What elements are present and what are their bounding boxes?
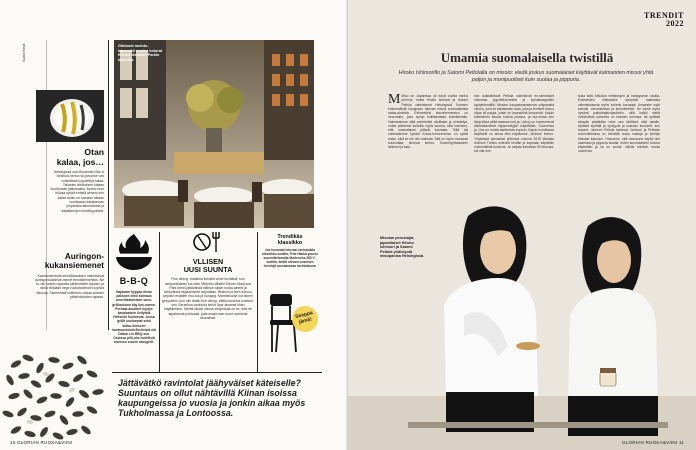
trendit-badge: [644, 12, 684, 28]
trendit-label: TRENDIT: [644, 11, 684, 20]
sidebar-fish: [8, 148, 104, 213]
grill-flame-icon: [112, 232, 156, 272]
body-column-3: kuka kaiki Misolan nettisivujen ja Instagramin kautta. Esimerkiksi riisikastike syntyivät makeasta valmistuksesta myös sokerin korvaaja. Amazake sopii kahviin, verosiketaan ja smoothieihin. Se toimii myös hyvänä paikottajakorjauksiiin, sillä kaikki sieltä mahdollisia kaloreita on kasvien omimaa, itä syöttää siirapiin pistäkään heisi osa kielttävä mitä asialle, kyllästä syöttää ja syntyyvä ja uskutan kuulumit, sen tarpeet. Ishimori Peltola kertovat. Ishimori ja Peltolan suunnitelmissa on kehittää uusia makuja ja kehitys Misolan kasvuun. Holumme, että misoonne käyttö niin saamaan ja pippuria tavalla. Kuten suomalaisten kotona käytetään ja se on suolia. Jalolla minäkin monia vuorevaa.: [578, 94, 660, 154]
fish-plate-photo: [36, 90, 104, 142]
vllisen-block: [162, 258, 254, 320]
restaurant-scene: [114, 40, 314, 228]
trendit-year: 2022: [666, 19, 684, 28]
sidebar-seeds-title-1: Auringon-: [64, 252, 104, 261]
body-column-1-text: Miso on Japanissa yli tuhat vuotta vanha perinne, mutta Hiroko Ishimori ja Satomi Peltola valmistavat Helsingissä Suomen ensimmäistä kauppaan tulevaa misoa suomalaisista raaka-aineista. Esimerkiksi kaurahernemiso on innovaatio, joka syntyi koillisestasta kokeilemalla. Valmistamme siitä perinteistä misiliasta ja ohraisiiya, mutta pidämme kokeilla myös kauraa, sillä haemme, että suomalaiset pitävät kaurasta. Siitä tuli mielestämme hyvää! Koura-herneenmiso on syötä maku, eikä se ole niin makeaa. Sitä on myös mukavaa suutvuttaa, Ishimori kertoo. Suomihyyttaisaisen lahimori ja kasi-: [388, 94, 468, 149]
article-title: Umamia suomalaisella twistillä: [440, 50, 614, 65]
column-rule: [159, 232, 160, 372]
article-lede: Hiroko Ishimorillo ja Satomi Peltolalla on missio: viedä joskus suomalaiset käyttävät kalmaisten missoi yhtä paljon ja monipuoliset kuin suolaa ja pippuria.: [398, 70, 654, 83]
bbq-heading: B-B-Q: [119, 276, 149, 286]
cutlery-icon: [192, 230, 222, 254]
stamp-badge: Seeppa jämä!: [289, 303, 321, 335]
trendikas-block: [262, 234, 318, 268]
column-rule: [257, 232, 258, 372]
sidebar-fish-body: Helsingissä uusi Boulevard Bar & Seafood kertoo toi-jiovonse van voikuilliseel pyydettyä kalaa. Tallanies ilmittuksen kalaan kuulamaan jatkossakin, koska muni hulusa syödä entistä ahnem-min kalaa muttu on samaan aikaan huolissaan kalakannan ympäristövaikutuksista ja kalakantojen kestävyydestä.: [50, 170, 104, 213]
sidebar-fish-title-1: Otan: [84, 147, 104, 157]
right-folio: GLORIAN RUOKA&VIINI 11: [621, 440, 684, 445]
sunflower-seeds-photo: [0, 330, 110, 450]
founders-scene: [348, 196, 696, 450]
seeds-icon: [0, 330, 110, 450]
body-column-1: [388, 94, 468, 149]
drop-cap: M: [388, 92, 401, 107]
trendikas-title-2: klassikko: [277, 240, 303, 246]
sidebar-fish-title-2: kalaa, jos…: [56, 157, 104, 167]
vllisen-body: Fine dining -maailma kohahti viime keväänä, kun newyorkilainen kol-men Michelin-tähden Eleven Madi-son Park kertoi jättävänsä eläinpe-räiset ruoka-aineet ja siirtyvänsä vegaaniseen tarjontaan. Brahvin jo teen koruuu tarjotan eväiden mui-toa ja hurajaoj. Mannekuuse kol-tsinen jyrsyuttem, kun niin äidän fine dining -elittiin kuuluva lonetuki-nen Geranium-ravintola kertoi lope-tavansa ilhan käyttämisen. Merkit-tävää nöissä siirtymissä on se, että ne tapahtuvat puhtaasti, jotta maail-man muut ravintolat seuraavat.: [162, 277, 254, 320]
sidebar-seeds-body: Kasvisravintolat trendilistauksen mainitsevat auringonkukansie-menet trendisiemeneks. Ne tu-vat ruokiin rapeutta pähkinöiden tapaan, ja niistä tehdään vege-ruokaravintoiin sopivia tahnoja. Siemenistä kuitenkin ruokaa-ainostu pähkinävoiden tapaan.: [35, 273, 104, 300]
restaurant-photo-caption: Gibbonit ravinto-lakonnitti uusien koturat Eleven Madison Parkin kikkoilla.: [118, 44, 163, 62]
trendikas-title-1: Trendikäs: [277, 234, 303, 240]
bbq-body: Hajaaran hyppäs ilman pakkoen lieloi toimaus amerikkalaisiaen savu-grilliaukoon käy kus-mamo. Perhaat-auutteet hyytye kavalaaisen livityistä Hellsinki Suomesta. Jossa grillit souluamat sekä kutku-lkoiseen kantaravintola Berlinisiä elä Dalian Liu BBQ:ssa. Oslossa pilli-uhe hotellisiä luonnon suurin savugrilli.: [112, 290, 156, 345]
vllisen-title-1: VLLISEN: [192, 257, 224, 266]
founders-photo-caption: Misolan perustajat, japanilaiset Hiroko Ishimori ja Satomi Peltola yhdistyvät misopanisa Helsingissä.: [380, 236, 425, 259]
vllisen-title-2: UUSI SUUNTA: [183, 265, 233, 274]
founders-photo: [348, 196, 696, 450]
left-folio: 10 GLORIAN RUOKA&VIINI: [10, 440, 73, 445]
fish-plate-icon: [36, 90, 104, 142]
restaurant-interior-photo: [114, 40, 314, 228]
trendikas-body: Jos huomaat istuvasi ravintolalla klassikko-tuolilla, Fritz Hakka-pouroi suunnittelemalla Modernica 280 V -tuolilla, tiedät olevasi uusimien trendejä seuraavassa ravintolassa.: [262, 248, 318, 269]
right-page: [348, 0, 696, 450]
pull-quote: Jättävätkö ravintolat jäähyväiset käteiselle? Suuntaus on ollut nähtävillä Kiinan isoissa kaupungeissa jo vuosia ja jonkin aikaa myös Tukholmassa ja Lontoossa.: [118, 378, 306, 418]
sidebar-label: Sudko Kevä: [22, 43, 26, 62]
pull-rule: [112, 372, 322, 373]
sidebar-seeds-title-2: kukansiemenet: [44, 261, 104, 270]
body-column-2: nan kaikkitietävä Peltola valmistivat en-simmäiset misoniaa jogurttikonneelta ja kylmäkaappiikin kyytytelemällä. Nissien kauppanastaamaa yritysaasta vanulo, joka tui kartaaseen taas, joka ja ferment tuivuo viljaa toi pajuja, jotain on kauraleihä koivunetä. Kajuin koittimmen kasvia kokina poistua, ja rka-ohraa oen lämpötilaa pitää tasassa luet-ja. Uskoy on luontuimmat säilöntäantimet käpsemelyjen käytettään. Suomessa ja. Osa on vuotta asettumas kopioin. Kajuin kohdilassa käyttävät on ainoa ellei käytämme, Ishimori kertoo. Yrityksiset perustivat yhtiönsä vuonna 2019 Misolaa Ishimori Tuntes mitenkä heidän ja kopeaan käyttelän ensimmäisiä kuuluvia. Ja varjata kerrattaa 25 eluvoaa, tuli olla mm.: [474, 94, 554, 154]
sidebar-seeds: [8, 252, 104, 299]
